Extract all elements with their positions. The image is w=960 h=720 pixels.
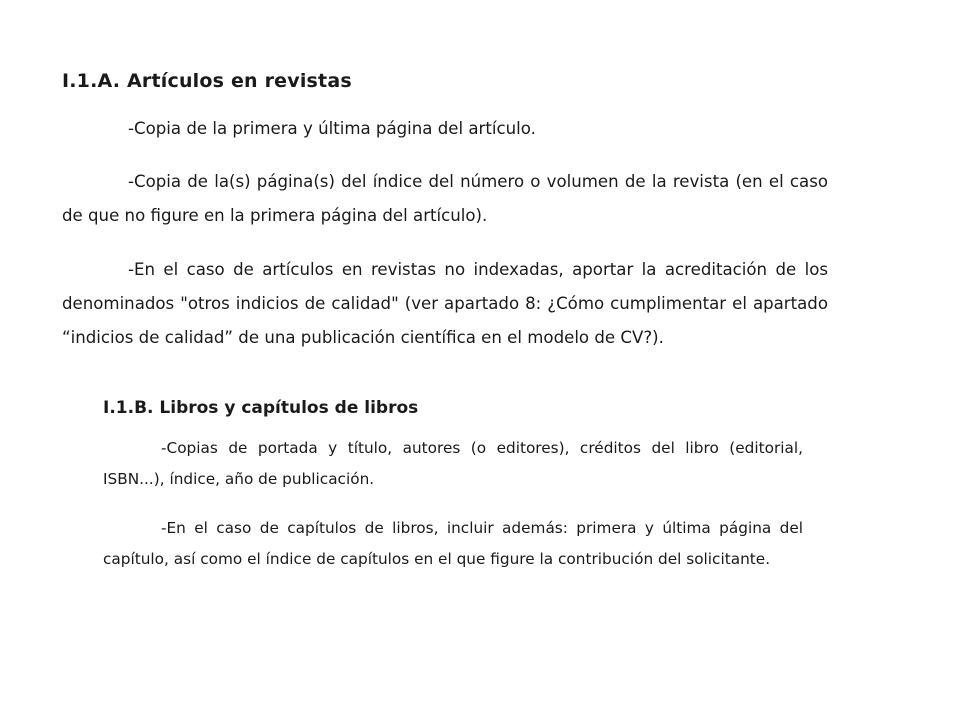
section-a-paragraph-3: -En el caso de artículos en revistas no indexadas, aportar la acreditación de los denominados "otros indicios de calidad" (ver apartado 8: ¿Cómo cumplimentar el apartado “indicios de calidad” de una publicación científica en el modelo de CV?). [62, 260, 828, 347]
section-a-heading: I.1.A. Artículos en revistas [62, 70, 352, 92]
section-b-paragraph-1: -Copias de portada y título, autores (o editores), créditos del libro (editorial, ISBN...), índice, año de publicación. [103, 439, 803, 488]
section-a-paragraph-1: -Copia de la primera y última página del artículo. [128, 119, 536, 138]
section-b-paragraph-2: -En el caso de capítulos de libros, incluir además: primera y última página del capítulo, así como el índice de capítulos en el que figure la contribución del solicitante. [103, 519, 803, 568]
section-b-heading: I.1.B. Libros y capítulos de libros [103, 398, 419, 418]
section-a-paragraph-2: -Copia de la(s) página(s) del índice del número o volumen de la revista (en el caso de que no figure en la primera página del artículo). [62, 172, 828, 225]
